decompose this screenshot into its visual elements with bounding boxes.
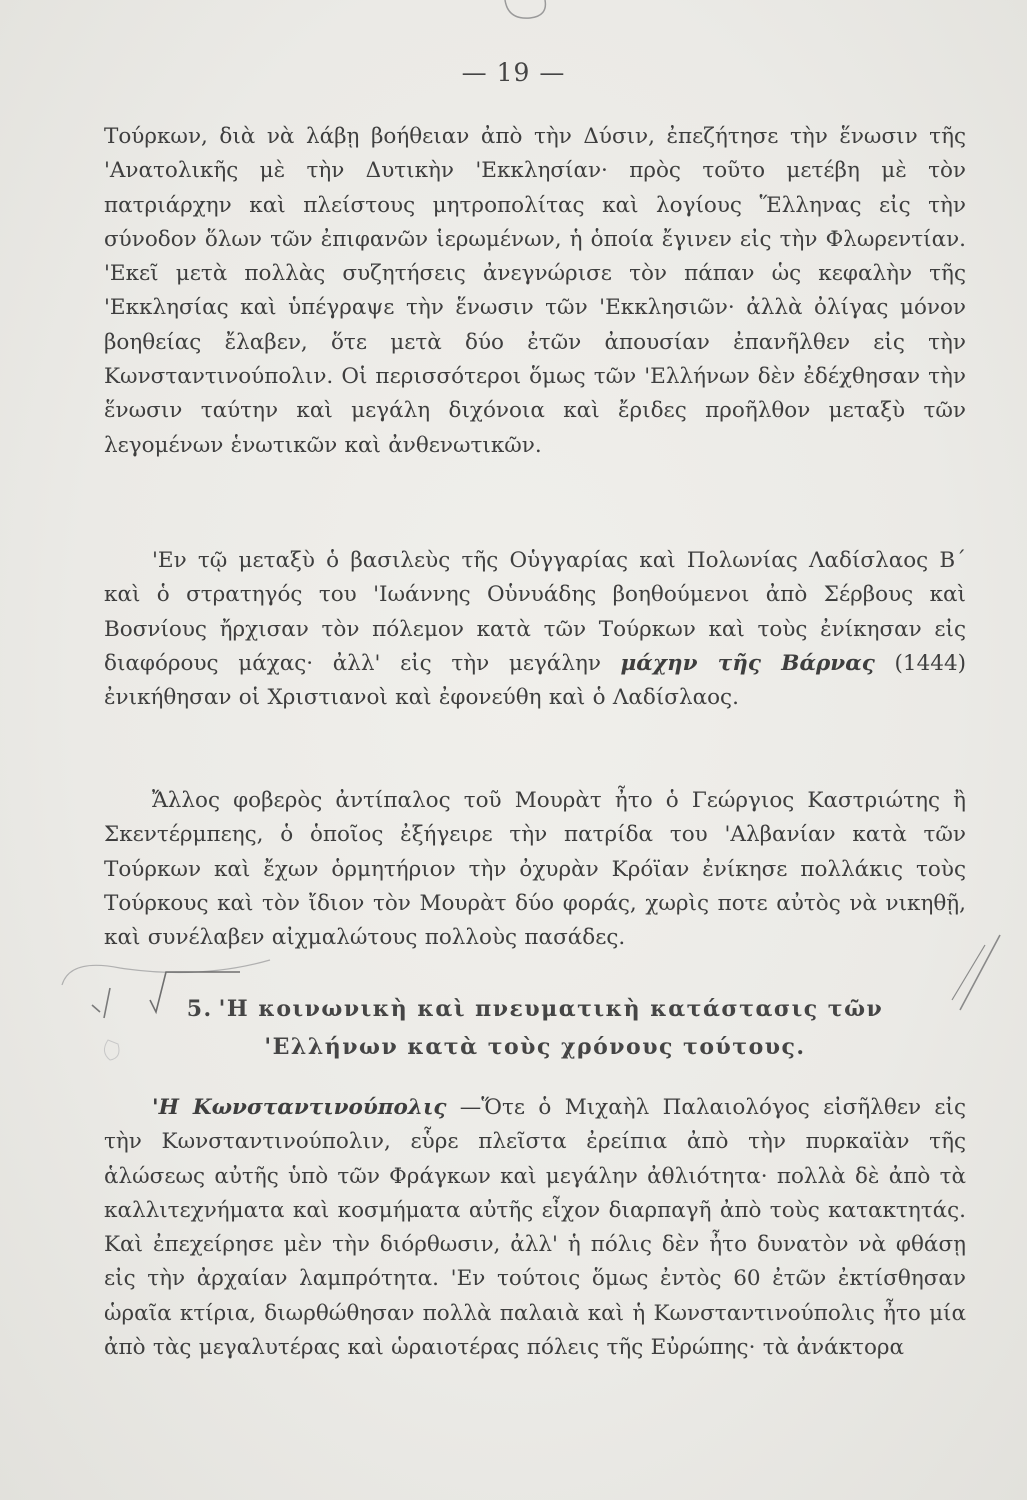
paragraph-1-text: Τούρκων, διὰ νὰ λάβῃ βοήθειαν ἀπὸ τὴν Δύσιν, ἐπεζήτησε τὴν ἕνωσιν τῆς 'Ανατολικῆς μὲ τὴν Δυτικὴν 'Εκκλησίαν· πρὸς τοῦτο μετέβη μὲ τὸν πατριάρχην καὶ πλείστους μητροπολίτας καὶ λογίους Ἕλληνας εἰς τὴν σύνοδον ὅλων τῶν ἐπιφανῶν ἱερωμένων, ἡ ὁποία ἔγινεν εἰς τὴν Φλωρεντίαν. 'Εκεῖ μετὰ πολλὰς συζητήσεις ἀνεγνώρισε τὸν πάπαν ὡς κεφαλὴν τῆς 'Εκκλησίας καὶ ὑπέγραψε τὴν ἕνωσιν τῶν 'Εκκλησιῶν· ἀλλὰ ὀλίγας μόνον βοηθείας ἔλαβεν, ὅτε μετὰ δύο ἐτῶν ἀπουσίαν ἐπανῆλθεν εἰς τὴν Κωνσταντινούπολιν. Οἱ περισσότεροι ὅμως τῶν 'Ελλήνων δὲν ἐδέχθησαν τὴν ἕνωσιν ταύτην καὶ μεγάλη διχόνοια καὶ ἔριδες προῆλθον μεταξὺ τῶν λεγομένων ἑνωτικῶν καὶ ἀνθενωτικῶν. <box>104 124 966 458</box>
paragraph-4-text: —Ὅτε ὁ Μιχαὴλ Παλαιολόγος εἰσῆλθεν εἰς τὴν Κωνσταντινούπολιν, εὗρε πλεῖστα ἐρείπια ἀπὸ τὴν πυρκαϊὰν τῆς ἁλώσεως αὐτῆς ὑπὸ τῶν Φράγκων καὶ μεγάλην ἀθλιότητα· πολλὰ δὲ ἀπὸ τὰ καλλιτεχνήματα καὶ κοσμήματα αὐτῆς εἶχον διαρπαγῆ ἀπὸ τοὺς κατακτητάς. Καὶ ἐπεχείρησε μὲν τὴν διόρθωσιν, ἀλλ' ἡ πόλις δὲν ἦτο δυνατὸν νὰ φθάσῃ εἰς τὴν ἀρχαίαν λαμπρότητα. 'Εν τούτοις ὅμως ἐντὸς 60 ἐτῶν ἐκτίσθησαν ὡραῖα κτίρια, διωρθώθησαν πολλὰ παλαιὰ καὶ ἡ Κωνσταντινούπολις ἦτο μία ἀπὸ τὰς μεγαλυτέρας καὶ ὡραιοτέρας πόλεις τῆς Εὐρώπης· τὰ ἀνάκτορα <box>104 1095 966 1361</box>
paragraph-2-text-a: 'Εν τῷ μεταξὺ ὁ βασιλεὺς τῆς Οὑγγαρίας καὶ Πολωνίας Λαδίσλαος Β΄ καὶ ὁ στρατηγός του 'Ιωάννης Οὑνυάδης βοηθούμενοι ἀπὸ Σέρβους καὶ Βοσνίους ἤρχισαν τὸν πόλεμον κατὰ τῶν Τούρκων καὶ τοὺς ἐνίκησαν εἰς διαφόρους μάχας· ἀλλ' εἰς τὴν μεγάλην <box>104 548 966 676</box>
paragraph-3-text: Ἄλλος φοβερὸς ἀντίπαλος τοῦ Μουρὰτ ἦτο ὁ Γεώργιος Καστριώτης ἢ Σκεντέρμπεης, ὁ ὁποῖος ἐξήγειρε τὴν πατρίδα του 'Αλβανίαν κατὰ τῶν Τούρκων καὶ ἔχων ὁρμητήριον τὴν ὀχυρὰν Κρόϊαν ἐνίκησε πολλάκις τοὺς Τούρκους καὶ τὸν ἴδιον τὸν Μουρὰτ δύο φοράς, χωρὶς ποτε αὐτὸς νὰ νικηθῇ, καὶ συνέλαβεν αἰχμαλώτους πολλοὺς πασάδες. <box>104 788 966 951</box>
paragraph-3 <box>104 784 966 955</box>
section-heading <box>104 990 966 1066</box>
paragraph-2-emphasis-varna: μάχην τῆς Βάρνας <box>620 650 875 676</box>
section-number: 5. <box>186 996 213 1022</box>
page-number: — 19 — <box>461 58 566 87</box>
paragraph-4 <box>104 1091 966 1365</box>
paragraph-1 <box>104 120 966 463</box>
section-end-slash <box>960 935 1000 1010</box>
section-title-part-1: 'Η κοινωνικὴ καὶ πνευματικὴ κατάστασις τῶν <box>218 996 884 1022</box>
paragraph-4-lead-term: 'Η Κωνσταντινούπολις <box>152 1095 447 1120</box>
top-pencil-mark <box>505 0 545 18</box>
section-heading-line-1 <box>104 990 966 1028</box>
section-start-curve <box>62 960 270 985</box>
section-title-part-2: 'Ελλήνων κατὰ τοὺς χρόνους τούτους. <box>264 1034 806 1060</box>
paragraph-2 <box>104 544 966 715</box>
paragraph-2-text-b: (1444) ἐνικήθησαν οἱ Χριστιανοὶ καὶ ἐφονεύθη καὶ ὁ Λαδίσλαος. <box>104 650 967 711</box>
